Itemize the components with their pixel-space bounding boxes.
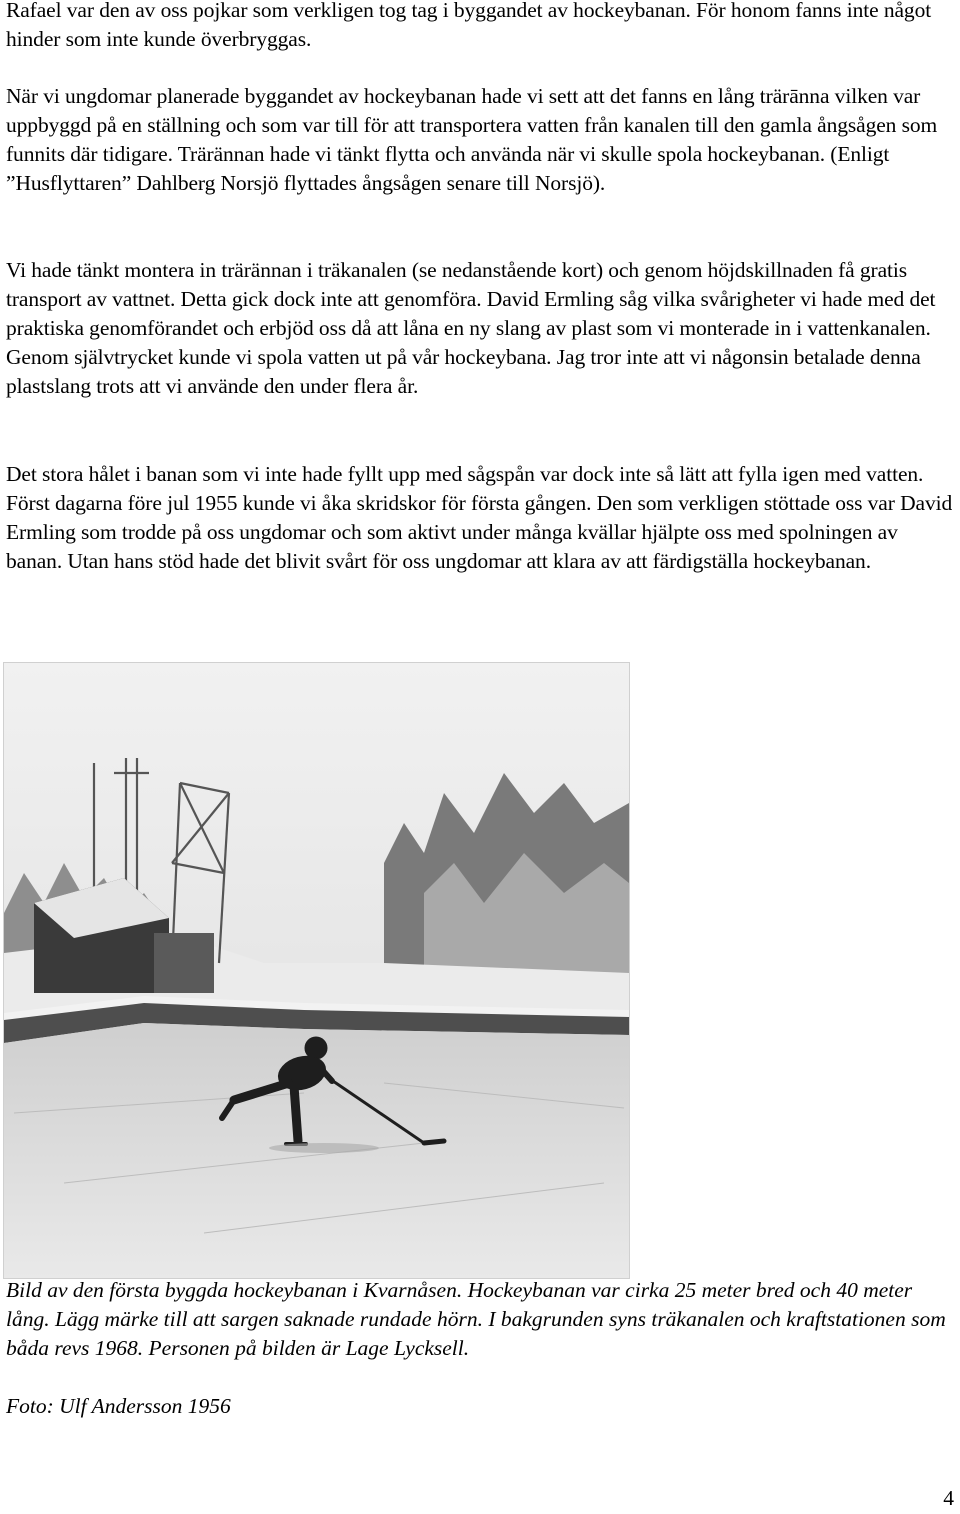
photo-caption: Bild av den första byggda hockeybanan i Kvarnåsen. Hockeybanan var cirka 25 meter bred och 40 meter lång. Lägg märke till att sargen saknade rundade hörn. I bakgrunden syns träkanalen och kraftstationen som båda revs 1968. Personen på bilden är Lage Lycksell. [6, 1278, 946, 1360]
paragraph-1: Rafael var den av oss pojkar som verkligen tog tag i byggandet av hockeybanan. För honom fanns inte något hinder som inte kunde överbryggas. [6, 0, 932, 51]
hockey-rink-photo [4, 663, 629, 1278]
hockey-rink-photo-illustration [4, 663, 629, 1278]
photo-credit: Foto: Ulf Andersson 1956 [6, 1394, 231, 1418]
paragraph-4: Det stora hålet i banan som vi inte hade fyllt upp med sågspån var dock inte så lätt att fylla igen med vatten. Först dagarna före jul 1955 kunde vi åka skridskor för första gången. Den som verkligen stöttade oss var David Ermling som trodde på oss ungdomar och som aktivt under många kvällar hjälpte oss med spolningen av banan. Utan hans stöd hade det blivit svårt för oss ungdomar att klara av att färdigställa hockeybanan. [6, 462, 953, 573]
paragraph-2: När vi ungdomar planerade byggandet av hockeybanan hade vi sett att det fanns en lång trärānna vilken var uppbyggd på en ställning och som var till för att transportera vatten från kanalen till den gamla ångsågen som funnits där tidigare. Trärännan hade vi tänkt flytta och använda när vi skulle spola hockeybanan. (Enligt ”Husflyttaren” Dahlberg Norsjö flyttades ångsågen senare till Norsjö). [6, 84, 938, 195]
page-number: 4 [943, 1486, 954, 1510]
paragraph-3: Vi hade tänkt montera in trärännan i träkanalen (se nedanstående kort) och genom höjdskillnaden få gratis transport av vattnet. Detta gick dock inte att genomföra. David Ermling såg vilka svårigheter vi hade med det praktiska genomförandet och erbjöd oss då att låna en ny slang av plast som vi monterade in i vattenkanalen. Genom självtrycket kunde vi spola vatten ut på vår hockeybana. Jag tror inte att vi någonsin betalade denna plastslang trots att vi använde den under flera år. [6, 258, 936, 398]
